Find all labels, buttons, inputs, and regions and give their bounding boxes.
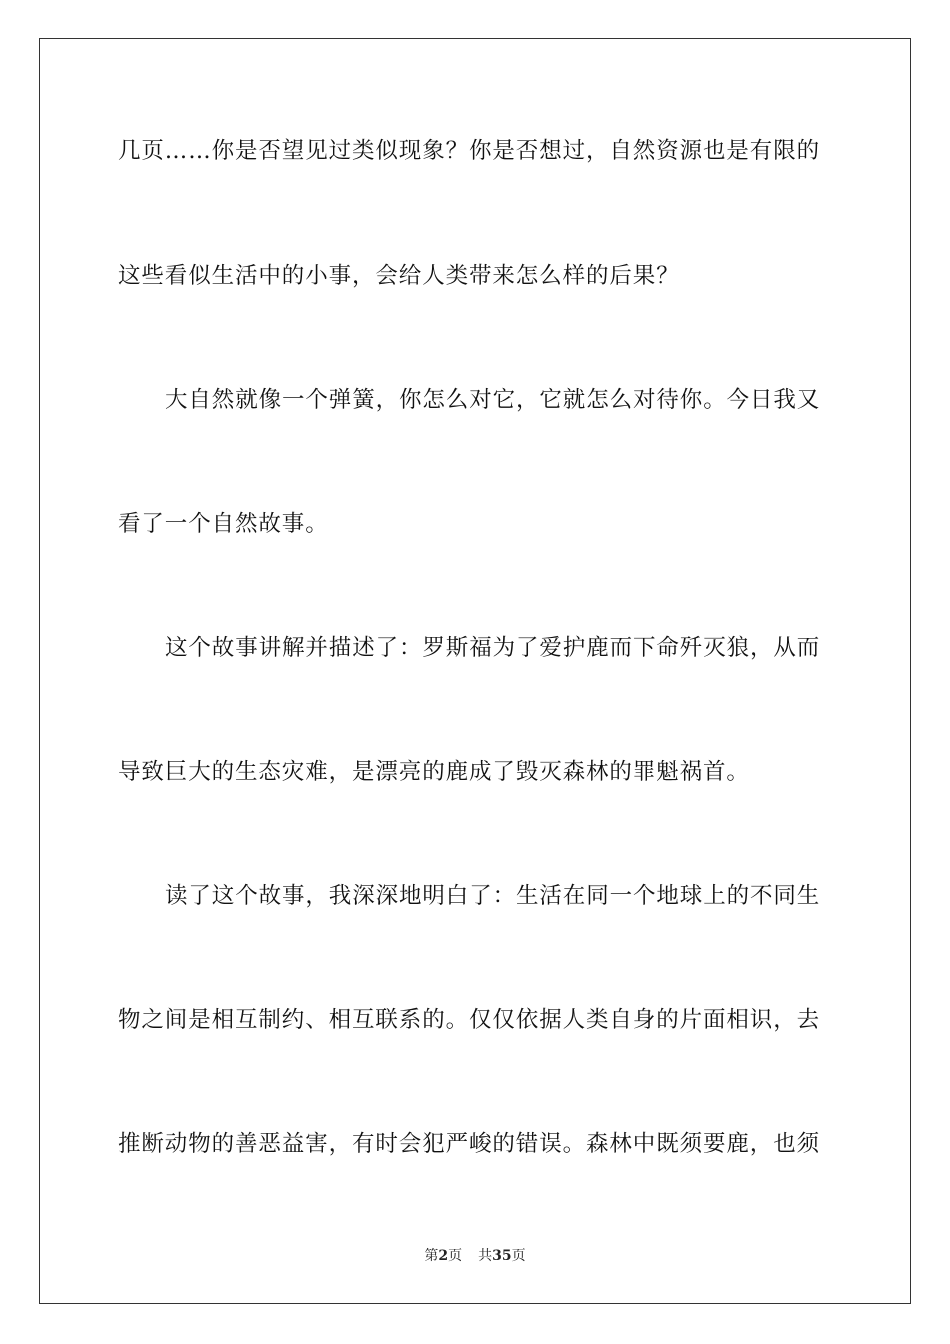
page-border [39, 38, 911, 1304]
page-footer [0, 1247, 950, 1265]
page-suffix: 页 [448, 1248, 463, 1264]
page-number: 2 [438, 1248, 449, 1264]
total-prefix: 共 [478, 1248, 493, 1264]
page-prefix: 第 [424, 1248, 439, 1264]
text-line-9: 推断动物的善恶益害，有时会犯严峻的错误。森林中既须要鹿，也须 [118, 1131, 821, 1157]
text-line-4: 看了一个自然故事。 [118, 511, 329, 537]
text-line-7: 读了这个故事，我深深地明白了：生活在同一个地球上的不同生 [165, 883, 821, 909]
text-line-6: 导致巨大的生态灾难，是漂亮的鹿成了毁灭森林的罪魁祸首。 [118, 759, 750, 785]
text-line-1: 几页……你是否望见过类似现象？你是否想过，自然资源也是有限的 [118, 138, 821, 164]
text-line-8: 物之间是相互制约、相互联系的。仅仅依据人类自身的片面相识，去 [118, 1007, 821, 1033]
text-line-2: 这些看似生活中的小事，会给人类带来怎么样的后果？ [118, 263, 680, 289]
total-pages: 35 [492, 1248, 512, 1264]
text-line-3: 大自然就像一个弹簧，你怎么对它，它就怎么对待你。今日我又 [165, 387, 821, 413]
text-line-5: 这个故事讲解并描述了：罗斯福为了爱护鹿而下命歼灭狼，从而 [165, 635, 821, 661]
total-suffix: 页 [511, 1248, 526, 1264]
